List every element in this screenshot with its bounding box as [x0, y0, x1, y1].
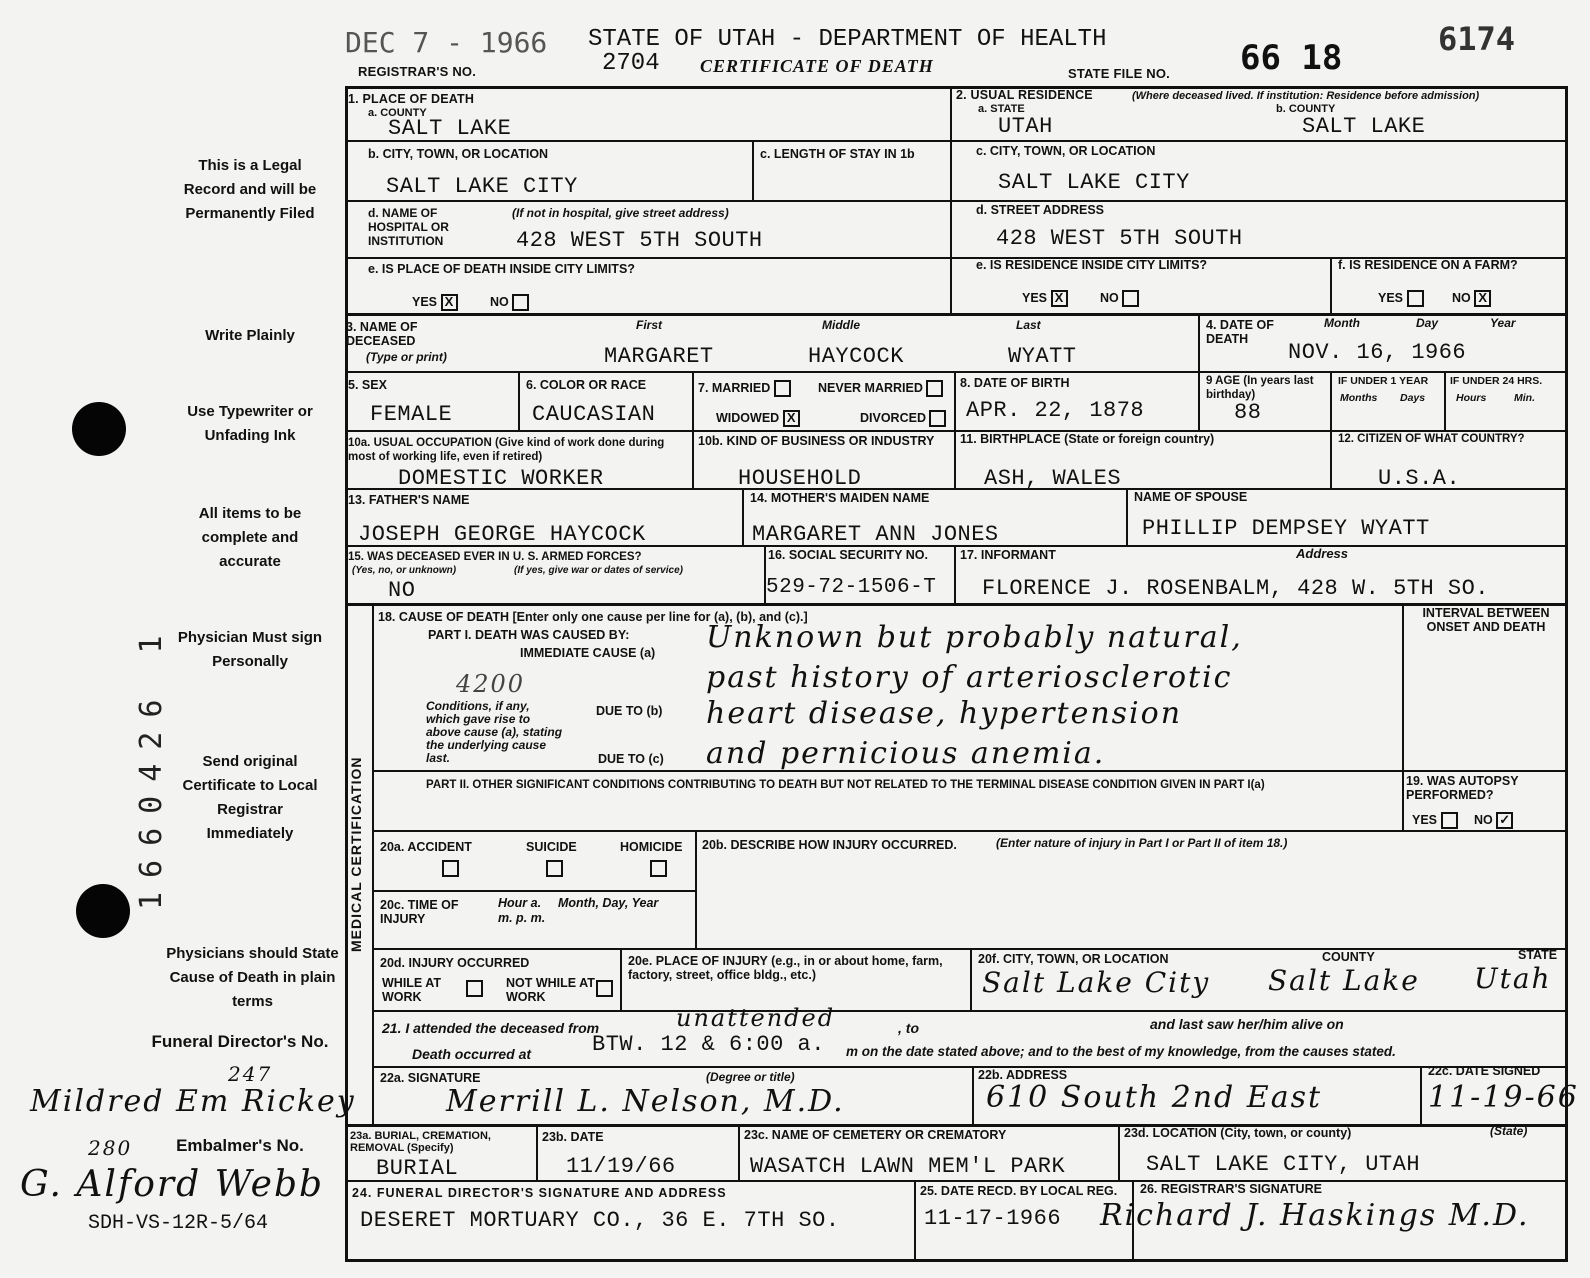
rule: [345, 140, 1568, 142]
attended-label: 21. I attended the deceased from: [382, 1020, 600, 1036]
last-saw-label: and last saw her/him alive on: [1150, 1016, 1344, 1032]
farm-no[interactable]: [1452, 290, 1491, 307]
rule: [372, 1010, 1568, 1012]
send-original-note: Send original Certificate to Local Registrar Immediately: [182, 753, 318, 842]
injury-city-value: Salt Lake City: [982, 966, 1211, 999]
age-label: 9 AGE (In years last birthday): [1206, 375, 1314, 401]
while-at-work-checkbox[interactable]: [466, 980, 483, 997]
date-received-value: 11-17-1966: [924, 1206, 1062, 1231]
attestation-statement: m on the date stated above; and to the best of my knowledge, from the causes stated.: [846, 1044, 1396, 1059]
embalmer-no: 280: [88, 1136, 133, 1160]
burial-label: 23a. BURIAL, CREMATION, REMOVAL (Specify): [350, 1130, 491, 1154]
funeral-director-value: DESERET MORTUARY CO., 36 E. 7TH SO.: [360, 1208, 840, 1233]
citizen-value: U.S.A.: [1378, 466, 1461, 491]
rule: [1118, 1124, 1120, 1180]
date-received-label: 25. DATE RECD. BY LOCAL REG.: [920, 1184, 1118, 1198]
checkbox-checked[interactable]: X: [441, 294, 458, 311]
ssn-value: 529-72-1506-T: [766, 576, 937, 599]
pod-city-value: SALT LAKE CITY: [386, 174, 578, 199]
registrar-signature-label: 26. REGISTRAR'S SIGNATURE: [1140, 1182, 1322, 1196]
deceased-name-note: (Type or print): [366, 350, 447, 364]
rule: [954, 545, 956, 603]
rule: [1402, 603, 1404, 830]
divorced-option[interactable]: [860, 410, 946, 427]
embalmer-no-label: Embalmer's No.: [176, 1136, 304, 1155]
rule: [372, 603, 374, 1124]
armed-forces-note-1: (Yes, no, or unknown): [352, 565, 457, 576]
date-signed-value: 11-19-66: [1428, 1080, 1579, 1115]
yes-label: YES: [1412, 812, 1438, 827]
ssn-label: 16. SOCIAL SECURITY NO.: [768, 548, 928, 562]
occupation-value: DOMESTIC WORKER: [398, 466, 604, 491]
res-inside-limits-no[interactable]: [1100, 290, 1139, 307]
funeral-director-no-label: Funeral Director's No.: [151, 1032, 329, 1051]
usual-residence-label: 2. USUAL RESIDENCE: [956, 88, 1093, 102]
mother-name-value: MARGARET ANN JONES: [752, 522, 999, 547]
suicide-checkbox[interactable]: [546, 860, 563, 877]
yes-label: YES: [412, 294, 438, 309]
mother-name-label: 14. MOTHER'S MAIDEN NAME: [750, 491, 930, 505]
deceased-name-label: 3. NAME OF DECEASED: [346, 320, 418, 348]
attended-from-value: unattended: [676, 1004, 836, 1032]
form-title: STATE OF UTAH - DEPARTMENT OF HEALTH: [588, 26, 1107, 53]
physician-address-label: 22b. ADDRESS: [978, 1068, 1068, 1082]
usual-residence-note: (Where deceased lived. If institution: Residence before admission): [1132, 90, 1480, 102]
month-label: Month: [1324, 316, 1360, 330]
cause-code: 4200: [456, 670, 526, 698]
under-1-year-label: IF UNDER 1 YEAR: [1338, 375, 1429, 387]
checkbox-empty[interactable]: [1441, 812, 1458, 829]
sex-label: 5. SEX: [348, 378, 387, 392]
physician-sign-note: Physician Must sign Personally: [177, 629, 323, 670]
embalmer-signature: G. Alford Webb: [20, 1164, 325, 1205]
street-address-label: d. STREET ADDRESS: [976, 203, 1105, 217]
homicide-checkbox[interactable]: [650, 860, 667, 877]
rule: [536, 1124, 538, 1180]
autopsy-no[interactable]: [1474, 812, 1513, 829]
rule: [1198, 313, 1200, 430]
pod-county-value: SALT LAKE: [388, 116, 512, 141]
burial-location-state-label: (State): [1490, 1124, 1528, 1138]
burial-location-value: SALT LAKE CITY, UTAH: [1146, 1152, 1421, 1177]
checkbox-empty[interactable]: [926, 380, 943, 397]
street-address-value: 428 WEST 5TH SOUTH: [996, 226, 1243, 251]
armed-forces-note-2: (If yes, give war or dates of service): [514, 565, 683, 576]
cause-of-death-label: 18. CAUSE OF DEATH [Enter only one cause per line for (a), (b), and (c).]: [378, 610, 808, 624]
describe-injury-note: (Enter nature of injury in Part I or Part II of item 18.): [996, 836, 1288, 850]
received-date-stamp: DEC 7 - 1966: [345, 26, 548, 59]
funeral-director-no: 247: [228, 1062, 273, 1086]
cemetery-value: WASATCH LAWN MEM'L PARK: [750, 1154, 1066, 1179]
due-to-c-label: DUE TO (c): [598, 752, 664, 766]
length-of-stay-label: c. LENGTH OF STAY IN 1b: [760, 147, 915, 161]
complete-note: All items to be complete and accurate: [198, 505, 302, 570]
place-of-injury-label: 20e. PLACE OF INJURY (e.g., in or about home, farm, factory, street, office bldg., etc.): [628, 954, 943, 982]
pod-county-label: a. COUNTY: [368, 107, 427, 119]
injury-occurred-label: 20d. INJURY OCCURRED: [380, 956, 530, 970]
pod-inside-limits-label: e. IS PLACE OF DEATH INSIDE CITY LIMITS?: [368, 262, 635, 276]
hospital-value: 428 WEST 5TH SOUTH: [516, 228, 763, 253]
sex-value: FEMALE: [370, 402, 453, 427]
married-option[interactable]: [698, 380, 791, 397]
day-label: Day: [1416, 316, 1439, 330]
rule: [1330, 257, 1332, 313]
farm-label: f. IS RESIDENCE ON A FARM?: [1338, 258, 1518, 272]
rule: [752, 140, 754, 200]
death-occurred-at-value: BTW. 12 & 6:00 a.: [592, 1032, 825, 1057]
father-name-label: 13. FATHER'S NAME: [348, 493, 470, 507]
punch-hole: [72, 402, 126, 456]
cause-line-c: and pernicious anemia.: [706, 736, 1106, 771]
minutes-label: Min.: [1514, 392, 1535, 404]
citizen-label: 12. CITIZEN OF WHAT COUNTRY?: [1338, 433, 1525, 445]
rule: [518, 371, 520, 430]
degree-label: (Degree or title): [706, 1070, 795, 1084]
autopsy-yes[interactable]: [1412, 812, 1458, 829]
rule: [372, 1066, 1568, 1068]
rule: [742, 488, 744, 545]
res-inside-limits-yes[interactable]: [1022, 290, 1068, 307]
rule: [970, 948, 972, 1010]
divorced-label: DIVORCED: [860, 410, 926, 425]
part-1-label: PART I. DEATH WAS CAUSED BY:: [428, 628, 630, 642]
pod-inside-limits-no[interactable]: [490, 294, 529, 311]
while-at-work-label: WHILE AT WORK: [382, 976, 442, 1004]
widowed-label: WIDOWED: [716, 410, 780, 425]
res-county-label: b. COUNTY: [1276, 103, 1336, 115]
middle-name-label: Middle: [822, 318, 860, 332]
not-while-at-work-checkbox[interactable]: [596, 980, 613, 997]
attended-to-label: , to: [898, 1020, 919, 1036]
rule: [1444, 371, 1446, 430]
state-file-label: STATE FILE NO.: [1068, 66, 1170, 81]
write-plainly-note: Write Plainly: [205, 327, 295, 344]
suicide-label: SUICIDE: [526, 840, 577, 854]
registrar-no-label: REGISTRAR'S NO.: [358, 64, 477, 79]
last-name-value: WYATT: [1008, 344, 1077, 369]
married-label: 7. MARRIED: [698, 380, 771, 395]
rule: [1420, 1066, 1422, 1124]
res-state-label: a. STATE: [978, 103, 1025, 115]
signature-label: 22a. SIGNATURE: [380, 1071, 481, 1085]
race-value: CAUCASIAN: [532, 402, 656, 427]
burial-date-label: 23b. DATE: [542, 1130, 604, 1144]
birthplace-value: ASH, WALES: [984, 466, 1122, 491]
pod-inside-limits-yes[interactable]: [412, 294, 458, 311]
rule: [345, 1180, 1568, 1182]
corner-number: 6174: [1438, 20, 1516, 58]
injury-state-label: STATE: [1518, 948, 1558, 962]
rule: [914, 1180, 916, 1262]
hospital-note: (If not in hospital, give street address): [512, 206, 729, 220]
rule: [692, 371, 694, 488]
birth-date-value: APR. 22, 1878: [966, 398, 1145, 423]
due-to-b-label: DUE TO (b): [596, 704, 663, 718]
month-day-year-label: Month, Day, Year: [558, 896, 659, 910]
father-name-value: JOSEPH GEORGE HAYCOCK: [358, 522, 646, 547]
rule: [1330, 371, 1332, 488]
no-label: NO: [1474, 812, 1493, 827]
never-married-option[interactable]: [818, 380, 943, 397]
occupation-label: 10a. USUAL OCCUPATION (Give kind of work done during most of working life, even if retired): [348, 437, 665, 463]
res-city-label: c. CITY, TOWN, OR LOCATION: [976, 144, 1156, 158]
date-of-death-value: NOV. 16, 1966: [1288, 340, 1467, 365]
rule: [372, 890, 695, 892]
first-name-label: First: [636, 318, 663, 332]
checkbox-empty[interactable]: [512, 294, 529, 311]
cause-line-b: heart disease, hypertension: [706, 696, 1183, 731]
cemetery-label: 23c. NAME OF CEMETERY OR CREMATORY: [744, 1128, 1007, 1142]
rule: [695, 830, 697, 948]
res-city-value: SALT LAKE CITY: [998, 170, 1190, 195]
funeral-director-signature: Mildred Em Rickey: [30, 1084, 356, 1119]
describe-injury-label: 20b. DESCRIBE HOW INJURY OCCURRED.: [702, 838, 957, 852]
first-name-value: MARGARET: [604, 344, 714, 369]
informant-label: 17. INFORMANT: [960, 548, 1056, 562]
middle-name-value: HAYCOCK: [808, 344, 904, 369]
accident-checkbox[interactable]: [442, 860, 459, 877]
state-file-no: 66 18: [1240, 38, 1343, 78]
rule: [372, 830, 1568, 832]
cause-line-a: Unknown but probably natural,: [706, 620, 1243, 655]
armed-forces-value: NO: [388, 578, 416, 603]
burial-location-label: 23d. LOCATION (City, town, or county): [1124, 1126, 1352, 1140]
rule: [1126, 488, 1128, 545]
conditions-note: Conditions, if any, which gave rise to above cause (a), stating the underlying cause last.: [426, 699, 563, 765]
rule: [345, 1124, 1568, 1127]
pod-city-label: b. CITY, TOWN, OR LOCATION: [368, 147, 549, 161]
injury-city-label: 20f. CITY, TOWN, OR LOCATION: [978, 952, 1169, 966]
accident-label: 20a. ACCIDENT: [380, 840, 472, 854]
res-county-value: SALT LAKE: [1302, 114, 1426, 139]
farm-yes[interactable]: [1378, 290, 1424, 307]
checkbox-empty[interactable]: [1407, 290, 1424, 307]
autopsy-label: 19. WAS AUTOPSY PERFORMED?: [1406, 774, 1519, 802]
checkbox-checked[interactable]: X: [1474, 290, 1491, 307]
not-while-at-work-label: NOT WHILE AT WORK: [506, 976, 595, 1004]
rule: [345, 200, 1568, 202]
death-occurred-at-label: Death occurred at: [412, 1046, 532, 1062]
birthplace-label: 11. BIRTHPLACE (State or foreign country): [960, 432, 1215, 446]
rule: [972, 1066, 974, 1124]
physician-address-value: 610 South 2nd East: [986, 1080, 1323, 1115]
rule: [345, 371, 1568, 373]
burial-value: BURIAL: [376, 1156, 459, 1181]
injury-county-value: Salt Lake: [1268, 964, 1420, 997]
date-signed-label: 22c. DATE SIGNED: [1428, 1064, 1541, 1078]
informant-address-label: Address: [1296, 546, 1349, 561]
checkbox-empty[interactable]: [774, 380, 791, 397]
yes-label: YES: [1022, 290, 1048, 305]
immediate-cause-label: IMMEDIATE CAUSE (a): [520, 646, 656, 660]
punch-hole: [76, 884, 130, 938]
res-state-value: UTAH: [998, 114, 1053, 139]
funeral-director-label: 24. FUNERAL DIRECTOR'S SIGNATURE AND ADDRESS: [352, 1186, 727, 1200]
armed-forces-label: 15. WAS DECEASED EVER IN U. S. ARMED FORCES?: [348, 551, 642, 563]
months-label: Months: [1340, 392, 1378, 404]
time-of-injury-label: 20c. TIME OF INJURY: [380, 898, 459, 926]
rule: [950, 86, 952, 313]
rule: [620, 948, 622, 1010]
part-2-label: PART II. OTHER SIGNIFICANT CONDITIONS CONTRIBUTING TO DEATH BUT NOT RELATED TO THE TERMINAL DISEASE CONDITION GIVEN IN PART I(a): [426, 779, 1265, 791]
rule: [345, 603, 1568, 606]
date-of-death-label: 4. DATE OF DEATH: [1206, 318, 1274, 346]
medical-certification-label: MEDICAL CERTIFICATION: [348, 756, 364, 952]
year-label: Year: [1490, 316, 1516, 330]
injury-county-label: COUNTY: [1322, 950, 1375, 964]
rule: [738, 1124, 740, 1180]
checkbox-empty[interactable]: [1122, 290, 1139, 307]
cause-line-a-cont: past history of arteriosclerotic: [706, 660, 1233, 695]
interval-label: INTERVAL BETWEEN ONSET AND DEATH: [1422, 606, 1550, 634]
spouse-label: NAME OF SPOUSE: [1134, 490, 1248, 504]
rule: [954, 371, 956, 488]
race-label: 6. COLOR OR RACE: [526, 378, 647, 392]
checkbox-checked[interactable]: ✓: [1496, 812, 1513, 829]
injury-state-value: Utah: [1474, 962, 1552, 995]
rule: [345, 313, 1568, 316]
under-24-hrs-label: IF UNDER 24 HRS.: [1450, 375, 1543, 387]
certificate-title: CERTIFICATE OF DEATH: [700, 56, 934, 76]
checkbox-empty[interactable]: [929, 410, 946, 427]
place-of-death-label: 1. PLACE OF DEATH: [348, 92, 475, 106]
spouse-value: PHILLIP DEMPSEY WYATT: [1142, 516, 1430, 541]
days-label: Days: [1400, 392, 1426, 404]
registrar-no: 2704: [602, 50, 660, 77]
age-value: 88: [1234, 400, 1262, 425]
legal-record-note: This is a Legal Record and will be Permanently Filed: [183, 157, 317, 222]
hospital-label: d. NAME OF HOSPITAL OR INSTITUTION: [368, 206, 449, 248]
checkbox-checked[interactable]: X: [1051, 290, 1068, 307]
never-married-label: NEVER MARRIED: [818, 380, 923, 395]
no-label: NO: [490, 294, 509, 309]
business-value: HOUSEHOLD: [738, 466, 862, 491]
last-name-label: Last: [1016, 318, 1041, 332]
widowed-option[interactable]: [716, 410, 800, 427]
no-label: NO: [1452, 290, 1471, 305]
birth-date-label: 8. DATE OF BIRTH: [960, 376, 1070, 390]
hours-label: Hours: [1456, 392, 1487, 404]
homicide-label: HOMICIDE: [620, 840, 683, 854]
burial-date-value: 11/19/66: [566, 1154, 676, 1179]
checkbox-checked[interactable]: X: [783, 410, 800, 427]
informant-value: FLORENCE J. ROSENBALM, 428 W. 5TH SO.: [982, 576, 1489, 601]
business-label: 10b. KIND OF BUSINESS OR INDUSTRY: [698, 434, 935, 448]
vertical-serial-number: 1660426 1: [134, 621, 169, 910]
yes-label: YES: [1378, 290, 1404, 305]
hour-label: Hour a. m. p. m.: [498, 896, 546, 925]
plain-terms-note: Physicians should State Cause of Death in plain terms: [166, 945, 339, 1010]
res-inside-limits-label: e. IS RESIDENCE INSIDE CITY LIMITS?: [976, 258, 1208, 272]
registrar-signature: Richard J. Haskings M.D.: [1100, 1198, 1530, 1233]
typewriter-note: Use Typewriter or Unfading Ink: [187, 403, 313, 444]
physician-signature: Merrill L. Nelson, M.D.: [446, 1084, 845, 1119]
form-number: SDH-VS-12R-5/64: [88, 1212, 269, 1235]
no-label: NO: [1100, 290, 1119, 305]
